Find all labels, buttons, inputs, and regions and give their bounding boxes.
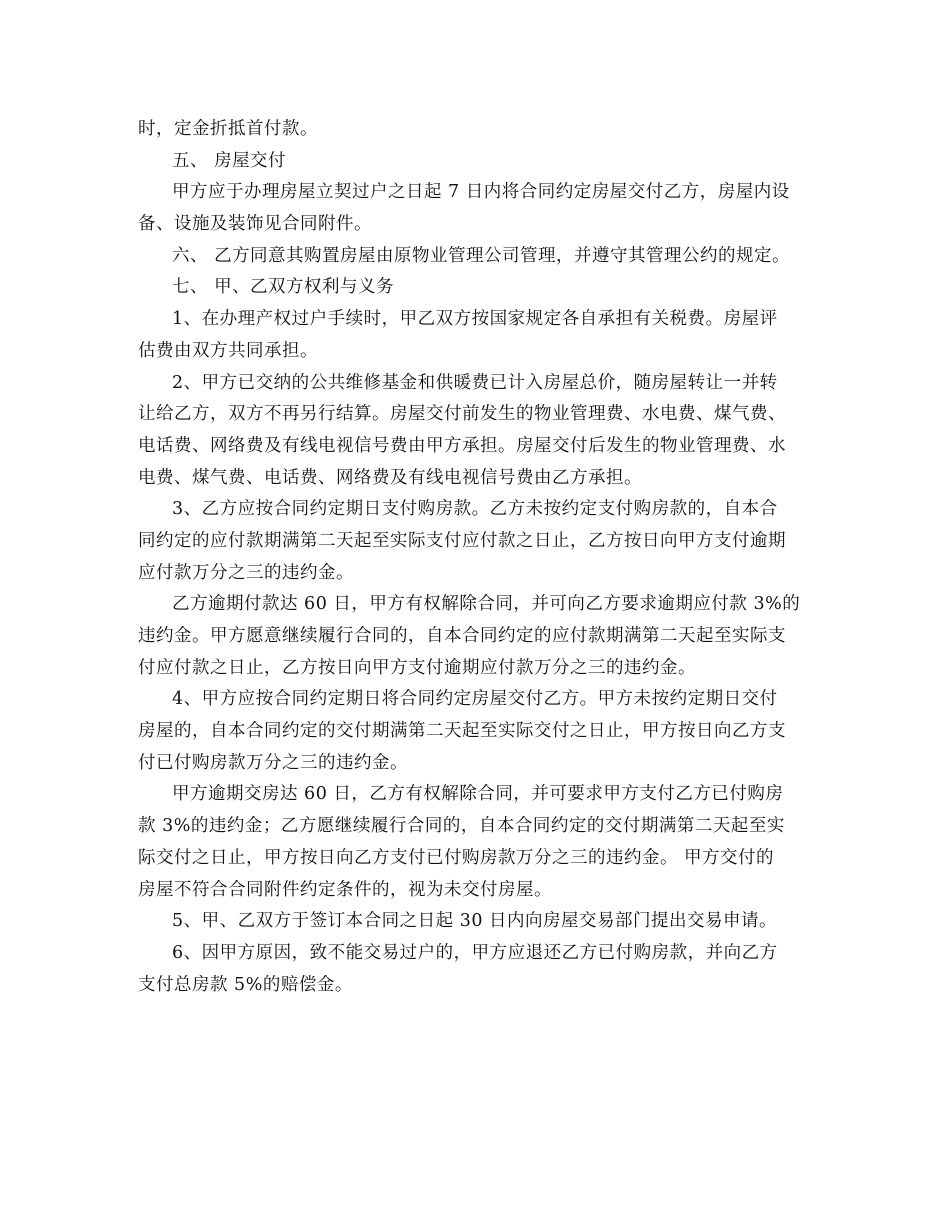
text-line: 时，定金折抵首付款。 xyxy=(138,119,318,139)
text-line: 款 3%的违约金；乙方愿继续履行合同的，自本合同约定的交付期满第二天起至实 xyxy=(138,816,785,837)
text-line: 3、乙方应按合同约定期日支付购房款。乙方未按约定支付购房款的，自本合 xyxy=(172,499,778,520)
text-line: 4、甲方应按合同约定期日将合同约定房屋交付乙方。甲方未按约定期日交付 xyxy=(172,689,778,710)
text-line: 让给乙方，双方不再另行结算。房屋交付前发生的物业管理费、水电费、煤气费、 xyxy=(138,404,786,425)
text-line: 应付款万分之三的违约金。 xyxy=(138,562,354,583)
text-line: 七、 甲、乙双方权利与义务 xyxy=(172,277,395,298)
text-line: 际交付之日止，甲方按日向乙方支付已付购房款万分之三的违约金。 甲方交付的 xyxy=(138,847,775,868)
text-line: 电费、煤气费、电话费、网络费及有线电视信号费由乙方承担。 xyxy=(138,467,642,488)
text-line: 付已付购房款万分之三的违约金。 xyxy=(138,752,408,773)
text-line: 电话费、网络费及有线电视信号费由甲方承担。房屋交付后发生的物业管理费、水 xyxy=(138,435,786,456)
text-line: 六、 乙方同意其购置房屋由原物业管理公司管理，并遵守其管理公约的规定。 xyxy=(172,245,791,266)
text-line: 房屋的，自本合同约定的交付期满第二天起至实际交付之日止，甲方按日向乙方支 xyxy=(138,721,786,742)
text-line: 1、在办理产权过户手续时，甲乙双方按国家规定各自承担有关税费。房屋评 xyxy=(172,309,778,330)
text-line: 房屋不符合合同附件约定条件的，视为未交付房屋。 xyxy=(138,879,552,900)
text-line: 乙方逾期付款达 60 日，甲方有权解除合同，并可向乙方要求逾期应付款 3%的 xyxy=(172,594,801,615)
text-line: 五、 房屋交付 xyxy=(172,150,287,171)
text-line: 备、设施及装饰见合同附件。 xyxy=(138,214,372,235)
text-line: 2、甲方已交纳的公共维修基金和供暖费已计入房屋总价，随房屋转让一并转 xyxy=(172,372,778,393)
text-line: 违约金。甲方愿意继续履行合同的，自本合同约定的应付款期满第二天起至实际支 xyxy=(138,626,786,646)
document-body xyxy=(138,114,818,1001)
text-line: 付应付款之日止，乙方按日向甲方支付逾期应付款万分之三的违约金。 xyxy=(138,657,696,678)
text-line: 6、因甲方原因，致不能交易过户的，甲方应退还乙方已付购房款，并向乙方 xyxy=(172,942,778,963)
text-line: 甲方应于办理房屋立契过户之日起 7 日内将合同约定房屋交付乙方，房屋内设 xyxy=(172,182,790,203)
text-line: 支付总房款 5%的赔偿金。 xyxy=(138,974,353,995)
text-line: 估费由双方共同承担。 xyxy=(138,340,318,361)
text-line: 5、甲、乙双方于签订本合同之日起 30 日内向房屋交易部门提出交易申请。 xyxy=(172,911,778,932)
text-line: 同约定的应付款期满第二天起至实际支付应付款之日止，乙方按日向甲方支付逾期 xyxy=(138,530,786,551)
text-line: 甲方逾期交房达 60 日，乙方有权解除合同，并可要求甲方支付乙方已付购房 xyxy=(172,784,784,805)
